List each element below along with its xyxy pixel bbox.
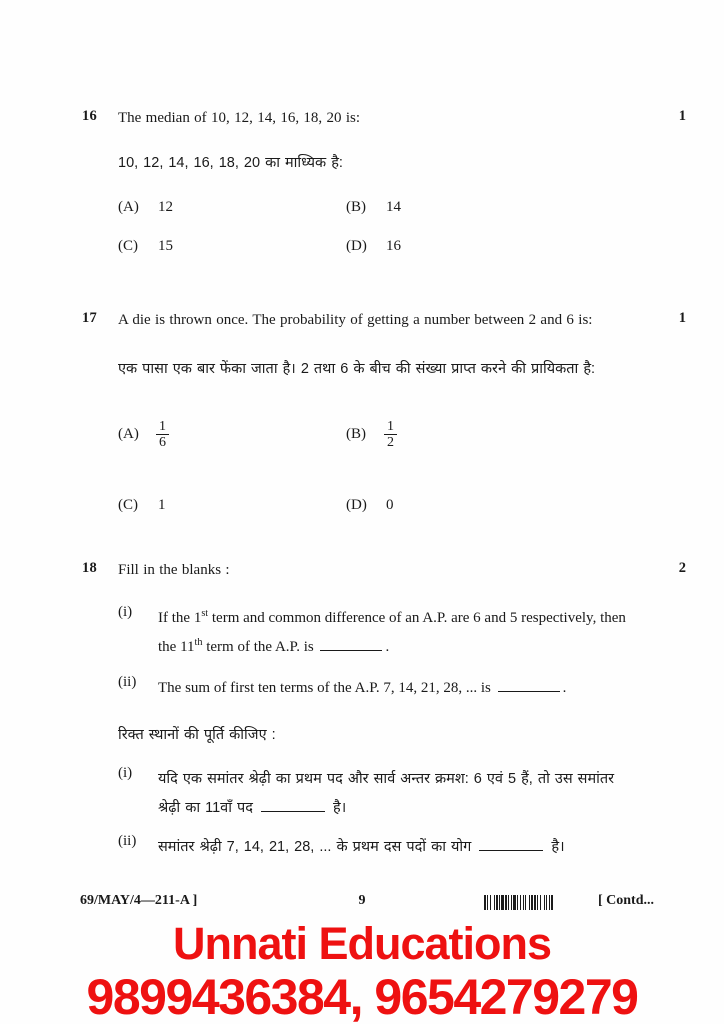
answer-blank[interactable] — [261, 811, 325, 812]
line-2 — [158, 800, 346, 816]
question-18-hindi-item-ii — [118, 833, 660, 862]
sub-item-tag: (i) — [118, 603, 133, 620]
question-18-hindi-text: रिक्त स्थानों की पूर्ति कीजिए : — [118, 726, 276, 743]
answer-blank[interactable] — [320, 650, 382, 651]
line-1-pre: The sum of first ten terms of the A.P. 7, 14, 21, 28, ... is — [158, 680, 495, 697]
option-a-value: 12 — [158, 198, 173, 215]
question-17-option-b[interactable] — [346, 419, 397, 450]
paper-code: 69/MAY/4—211-A ] — [80, 893, 198, 908]
question-17 — [0, 310, 724, 521]
option-d-value: 16 — [386, 237, 401, 254]
question-17-option-c[interactable] — [118, 497, 166, 514]
sub-item-tag: (ii) — [118, 674, 137, 691]
line-2-post: है। — [328, 799, 347, 816]
sub-item-body — [158, 765, 660, 823]
question-17-options-row-1 — [118, 419, 724, 461]
option-d-value: 0 — [386, 496, 394, 513]
question-16 — [0, 108, 724, 262]
option-c-value: 1 — [158, 496, 166, 513]
question-16-option-b[interactable] — [346, 199, 401, 216]
sub-item-body — [158, 604, 660, 663]
question-17-hindi-text: एक पासा एक बार फेंका जाता है। 2 तथा 6 के बीच की संख्या प्राप्त करने की प्रायिकता है: — [118, 360, 596, 377]
question-16-option-a[interactable] — [118, 199, 173, 216]
question-16-option-d[interactable] — [346, 238, 401, 255]
ordinal-suffix: th — [194, 637, 203, 648]
line-2 — [158, 639, 389, 655]
sub-item-body — [158, 833, 660, 862]
question-18-english-item-ii — [118, 674, 660, 703]
question-17-marks: 1 — [678, 310, 686, 326]
fraction-denominator: 6 — [156, 434, 169, 450]
option-d-tag: (D) — [346, 237, 367, 254]
fraction-denominator: 2 — [384, 434, 397, 450]
question-16-option-c[interactable] — [118, 238, 173, 255]
question-16-english-text: The median of 10, 12, 14, 16, 18, 20 is: — [118, 110, 361, 126]
watermark-name: Unnati Educations — [172, 918, 552, 969]
question-16-hindi-text: 10, 12, 14, 16, 18, 20 का माध्यिक है: — [118, 154, 343, 171]
option-a-tag: (A) — [118, 198, 139, 215]
question-18-hindi-item-i — [118, 765, 660, 823]
question-17-number: 17 — [82, 310, 97, 326]
question-18-english-text: Fill in the blanks : — [118, 562, 230, 578]
question-17-option-a[interactable] — [118, 419, 169, 450]
option-d-tag: (D) — [346, 496, 367, 513]
option-c-tag: (C) — [118, 237, 138, 254]
question-16-options-row-1 — [118, 199, 724, 223]
question-18-marks: 2 — [678, 560, 686, 576]
question-17-english-text: A die is thrown once. The probability of getting a number between 2 and 6 is: — [118, 312, 593, 328]
answer-blank[interactable] — [479, 850, 543, 851]
sub-item-tag: (ii) — [118, 832, 137, 849]
sub-item-body — [158, 674, 660, 703]
question-18-english-item-i — [118, 604, 660, 663]
option-a-tag: (A) — [118, 426, 139, 443]
option-a-fraction — [156, 419, 169, 450]
question-16-heading-row — [0, 108, 724, 130]
option-b-value: 14 — [386, 198, 401, 215]
page-number: 9 — [358, 893, 366, 908]
question-16-options-row-2 — [118, 238, 724, 262]
line-1-post: term and common difference of an A.P. are 6 and 5 respectively, then — [208, 609, 626, 626]
question-18-heading-row — [0, 560, 724, 582]
option-c-value: 15 — [158, 237, 173, 254]
option-b-tag: (B) — [346, 198, 366, 215]
answer-blank[interactable] — [498, 691, 560, 692]
sub-item-tag: (i) — [118, 764, 133, 781]
question-17-option-d[interactable] — [346, 497, 394, 514]
line-1-post: है। — [546, 838, 565, 855]
option-c-tag: (C) — [118, 496, 138, 513]
question-18 — [0, 560, 724, 862]
option-b-tag: (B) — [346, 426, 366, 443]
continued-label: [ Contd... — [598, 893, 655, 908]
line-1: यदि एक समांतर श्रेढ़ी का प्रथम पद और सार्व अन्तर क्रमश: 6 एवं 5 हैं, तो उस समांतर — [158, 770, 615, 787]
line-2-mid: term of the A.P. is — [202, 639, 318, 655]
question-17-heading-row — [0, 310, 724, 332]
line-2-pre: श्रेढ़ी का 11वाँ पद — [158, 799, 258, 816]
line-1-pre: If the 1 — [158, 609, 202, 626]
option-b-fraction — [384, 419, 397, 450]
fraction-numerator: 1 — [159, 418, 166, 434]
question-16-marks: 1 — [678, 108, 686, 124]
watermark-phone: 9899436384, 9654279279 — [86, 969, 638, 1025]
line-2-pre: the 11 — [158, 639, 195, 655]
line-1-pre: समांतर श्रेढ़ी 7, 14, 21, 28, ... के प्रथम दस पदों का योग — [158, 838, 477, 855]
line-2-post: . — [385, 639, 390, 655]
page-footer — [0, 893, 724, 917]
question-16-number: 16 — [82, 108, 97, 124]
fraction-numerator: 1 — [387, 418, 394, 434]
question-18-number: 18 — [82, 560, 97, 576]
barcode-icon — [484, 895, 588, 910]
line-1-post: . — [562, 680, 567, 697]
ordinal-suffix: st — [201, 607, 209, 619]
question-17-options-row-2 — [118, 497, 724, 521]
line-1 — [158, 607, 626, 626]
